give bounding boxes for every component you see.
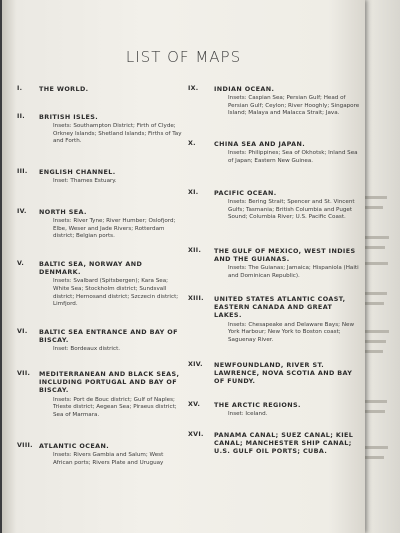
faded-text-line <box>365 340 386 343</box>
map-entry <box>17 168 182 186</box>
map-number: I. <box>17 85 23 92</box>
map-number: V. <box>17 260 25 267</box>
faded-text-line <box>365 350 383 353</box>
map-insets: Insets: Caspian Sea; Persian Gulf; Head of Persian Gulf; Ceylon; River Hooghly; Singapore Island; Malaya and Malacca Strait; Java. <box>228 95 360 117</box>
faded-text-line <box>365 292 387 295</box>
map-insets: Inset: Thames Estuary. <box>53 178 117 185</box>
map-heading: THE ARCTIC REGIONS. <box>214 401 301 409</box>
map-number: XI. <box>188 189 199 196</box>
map-insets: Insets: Port de Bouc district; Gulf of Naples; Trieste district; Aegean Sea; Piraeus district; Sea of Marmara. <box>53 396 177 418</box>
map-heading: MEDITERRANEAN AND BLACK SEAS, INCLUDING PORTUGAL AND BAY OF BISCAY. <box>39 370 180 395</box>
map-heading: BALTIC SEA ENTRANCE AND BAY OF BISCAY. <box>39 328 178 345</box>
map-entry <box>17 260 182 309</box>
faded-text-line <box>365 302 384 305</box>
map-entry <box>188 247 360 281</box>
map-heading: PANAMA CANAL; SUEZ CANAL; KIEL CANAL; MANCHESTER SHIP CANAL; U.S. GULF OIL PORTS; CUBA. <box>214 431 354 456</box>
map-number: II. <box>17 113 25 120</box>
map-number: XIII. <box>188 295 204 302</box>
map-entry <box>188 189 360 222</box>
map-number: VII. <box>17 370 31 377</box>
faded-text-line <box>365 446 388 449</box>
map-insets: Inset: Iceland. <box>228 411 268 418</box>
faded-text-line <box>365 262 388 265</box>
map-number: XVI. <box>188 431 204 438</box>
map-insets: Insets: Chesapeake and Delaware Bays; New York Harbour; New York to Boston coast; Saguenay River. <box>228 321 355 343</box>
faded-text-line <box>365 246 385 249</box>
map-number: III. <box>17 168 28 175</box>
faded-text-line <box>365 400 387 403</box>
map-entry <box>188 361 360 386</box>
map-entry <box>17 85 182 93</box>
map-number: XV. <box>188 401 201 408</box>
faded-text-line <box>365 196 387 199</box>
faded-text-line <box>365 236 389 239</box>
map-insets: Insets: Southampton District; Firth of Clyde; Orkney Islands; Shetland Islands; Firths of Tay and Forth. <box>53 123 182 145</box>
faded-text-line <box>365 206 383 209</box>
map-heading: BRITISH ISLES. <box>39 113 99 121</box>
map-number: IX. <box>188 85 199 92</box>
map-insets: Insets: Svalbard (Spitsbergen); Kara Sea; White Sea; Stockholm district; Sundsvall district; Hernosand district; Szczecin district; Limfjord. <box>53 278 179 308</box>
map-heading: UNITED STATES ATLANTIC COAST, EASTERN CANADA AND GREAT LAKES. <box>214 295 346 320</box>
map-entry <box>188 431 360 456</box>
map-heading: INDIAN OCEAN. <box>214 85 275 93</box>
map-number: VI. <box>17 328 28 335</box>
map-heading: CHINA SEA AND JAPAN. <box>214 140 306 148</box>
map-heading: BALTIC SEA, NORWAY AND DENMARK. <box>39 260 143 277</box>
faded-text-line <box>365 456 384 459</box>
map-heading: ENGLISH CHANNEL. <box>39 168 116 176</box>
map-insets: Insets: Bering Strait; Spencer and St. Vincent Gulfs; Tasmania; British Columbia and Puget Sound; Columbia River; U.S. Pacific Coast. <box>228 199 355 221</box>
map-insets: Insets: The Guianas; Jamaica; Hispaniola (Haiti and Dominican Republic). <box>228 265 359 279</box>
map-entry <box>188 85 360 118</box>
map-entry <box>188 295 360 344</box>
book-page <box>2 0 365 533</box>
map-entry <box>17 208 182 241</box>
map-heading: THE WORLD. <box>39 85 89 93</box>
map-heading: ATLANTIC OCEAN. <box>39 442 110 450</box>
map-insets: Insets: Rivers Gambia and Salum; West African ports; Rivers Plate and Uruguay <box>53 452 164 466</box>
page-title: LIST OF MAPS <box>125 48 242 66</box>
map-entry <box>17 113 182 146</box>
map-entry <box>17 328 182 354</box>
map-insets: Insets: River Tyne; River Humber; Oslofjord; Elbe, Weser and Jade Rivers; Rotterdam district; Belgian ports. <box>53 218 176 240</box>
map-insets: Insets: Philippines; Sea of Okhotsk; Inland Sea of Japan; Eastern New Guinea. <box>228 150 358 164</box>
map-heading: NORTH SEA. <box>39 208 87 216</box>
map-heading: NEWFOUNDLAND, RIVER ST. LAWRENCE, NOVA SCOTIA AND BAY OF FUNDY. <box>214 361 353 386</box>
map-entry <box>17 442 182 467</box>
faded-text-line <box>365 410 385 413</box>
map-number: IV. <box>17 208 27 215</box>
map-number: XIV. <box>188 361 203 368</box>
map-entry <box>17 370 182 419</box>
faded-text-line <box>365 330 389 333</box>
map-number: X. <box>188 140 196 147</box>
map-entry <box>188 401 360 419</box>
map-number: VIII. <box>17 442 33 449</box>
map-heading: THE GULF OF MEXICO, WEST INDIES AND THE GUIANAS. <box>214 247 356 264</box>
map-insets: Inset: Bordeaux district. <box>53 346 121 353</box>
map-number: XII. <box>188 247 202 254</box>
map-entry <box>188 140 360 165</box>
map-heading: PACIFIC OCEAN. <box>214 189 277 197</box>
